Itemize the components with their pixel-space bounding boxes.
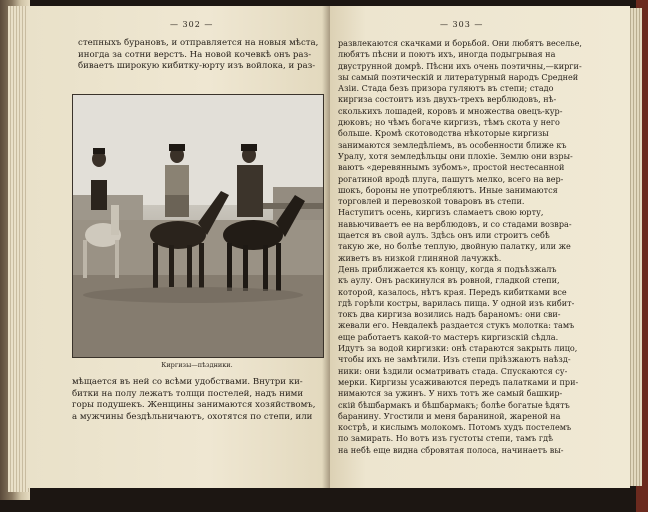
text-line: нимаются за ужинъ. У нихъ тотъ же самый башкир- [338, 388, 563, 399]
text-line: зы самый поэтическій и литературный народъ Средней [338, 71, 579, 82]
text-line: мѣщается въ ней со всѣми удобствами. Внутри ки- [72, 377, 303, 387]
right-page [330, 6, 630, 488]
text-line: дюковъ; но чѣмъ богаче киргизъ, тѣмъ скота у него [338, 117, 560, 128]
text-line: которой, казалось, нѣтъ края. Передъ кибитками все [338, 286, 567, 297]
left-top-text [78, 38, 318, 73]
text-line: двуструнной домрѣ. Пѣсни ихъ очень поэтичны,—кирги- [338, 60, 582, 71]
right-body-text [338, 38, 618, 456]
text-line: рогатиной вродѣ плуга, пашутъ мелко, всего на вер- [338, 173, 564, 184]
text-line: степныхъ бурановъ, и отправляется на новыя мѣста, [78, 38, 318, 48]
text-line: гдѣ горѣли костры, варилась пища. У одной изъ кибит- [338, 297, 575, 308]
text-line: горы подушекъ. Женщины занимаются хозяйствомъ, [72, 400, 316, 411]
photo-caption: Киргизы—пѣздники. [161, 361, 233, 369]
text-line: ваютъ «деревяннымъ зубомъ», простой нестесанной [338, 162, 565, 173]
text-line: мерки. Киргизы усаживаются передъ палатками и при- [338, 376, 579, 387]
text-line: на небѣ еще видна сбровятая полоса, начинаетъ вы- [338, 444, 564, 455]
text-line: любятъ пѣсни и поютъ ихъ, иногда подыгрывая на [338, 49, 556, 60]
text-line: живетъ въ низкой глиняной лачужкѣ. [338, 252, 502, 263]
left-bottom-text [72, 377, 320, 423]
text-line: Наступитъ осень, киргизъ сламаетъ свою юрту, [338, 207, 544, 218]
horsemen-photo-image [73, 95, 323, 357]
right-page-edges [628, 8, 642, 486]
text-line: биваетъ широкую кибитку-юрту изъ войлока, и раз- [78, 61, 316, 72]
text-line: чтобы ихъ не замѣтили. Изъ степи пріѣзжаютъ наѣзд- [338, 354, 571, 365]
text-line: ники: они ѣздили осматривать стада. Спускаются су- [338, 365, 568, 376]
text-line: Уралу, хотя земледѣльцы они плохіе. Землю они взры- [338, 150, 573, 161]
text-line: Идутъ за водой киргизки: онѣ стараются закрыть лицо, [338, 343, 578, 354]
text-line: навьючиваетъ ее на верблюдовъ, и со стадами возвра- [338, 218, 572, 229]
text-line: по замирать. Но вотъ изъ густоты степи, тамъ гдѣ [338, 433, 554, 444]
text-line: а мужчины бездѣльничаютъ, охотятся по степи, или [72, 411, 313, 422]
page-number: — 303 — [440, 20, 484, 29]
photograph-horsemen [72, 94, 324, 358]
text-line: еще работаетъ какой-то мастеръ киргизскій сѣдла. [338, 331, 559, 342]
text-line: щается въ свой аулъ. Здѣсь онъ или строитъ себѣ [338, 230, 550, 241]
text-line: киргиза состоитъ изъ двухъ-трехъ верблюдовъ, нѣ- [338, 94, 557, 105]
text-line: больше. Кромѣ скотоводства нѣкоторые киргизы [338, 128, 549, 139]
text-line: сколькихъ лошадей, коровъ и множества овецъ-кур- [338, 105, 563, 116]
text-line: токъ два киргиза возились надъ бараномъ: они сви- [338, 309, 561, 320]
text-line: къ аулу. Онъ раскинулся въ ровной, гладкой степи, [338, 275, 560, 286]
left-page-edges [8, 6, 30, 492]
text-line: иногда за сотни верстъ. На новой кочевкѣ онъ раз- [78, 49, 312, 60]
text-line: торговлей и перевозкой товаровъ въ степи. [338, 196, 525, 207]
text-line: жевали его. Невдалекѣ раздается стукъ молотка: тамъ [338, 320, 575, 331]
text-line: кострѣ, и кислымъ молокомъ. Потомъ худъ постелемъ [338, 422, 572, 433]
text-line: развлекаются скачками и борьбой. Они любятъ веселье, [338, 38, 582, 48]
text-line: битки на полу лежатъ толщи постелей, надъ ними [72, 388, 304, 399]
text-line: шокъ, бороны не употребляютъ. Иные занимаются [338, 184, 558, 195]
text-line: скій бѣшбармакъ и бѣшбармакъ; болѣе богатые ѣдятъ [338, 399, 570, 410]
page-number: — 302 — [170, 20, 214, 29]
text-line: баранину. Угостили и меня бараниной, жареной на [338, 410, 561, 421]
text-line: такую же, но болѣе теплую, двойную палатку, или же [338, 241, 571, 252]
text-line: День приближается къ концу, когда я подъѣзжалъ [338, 263, 557, 274]
text-line: Азіи. Стада безъ призора гуляютъ въ степи; стадо [338, 83, 554, 94]
text-line: занимаются земледѣліемъ, въ особенности ближе къ [338, 139, 567, 150]
